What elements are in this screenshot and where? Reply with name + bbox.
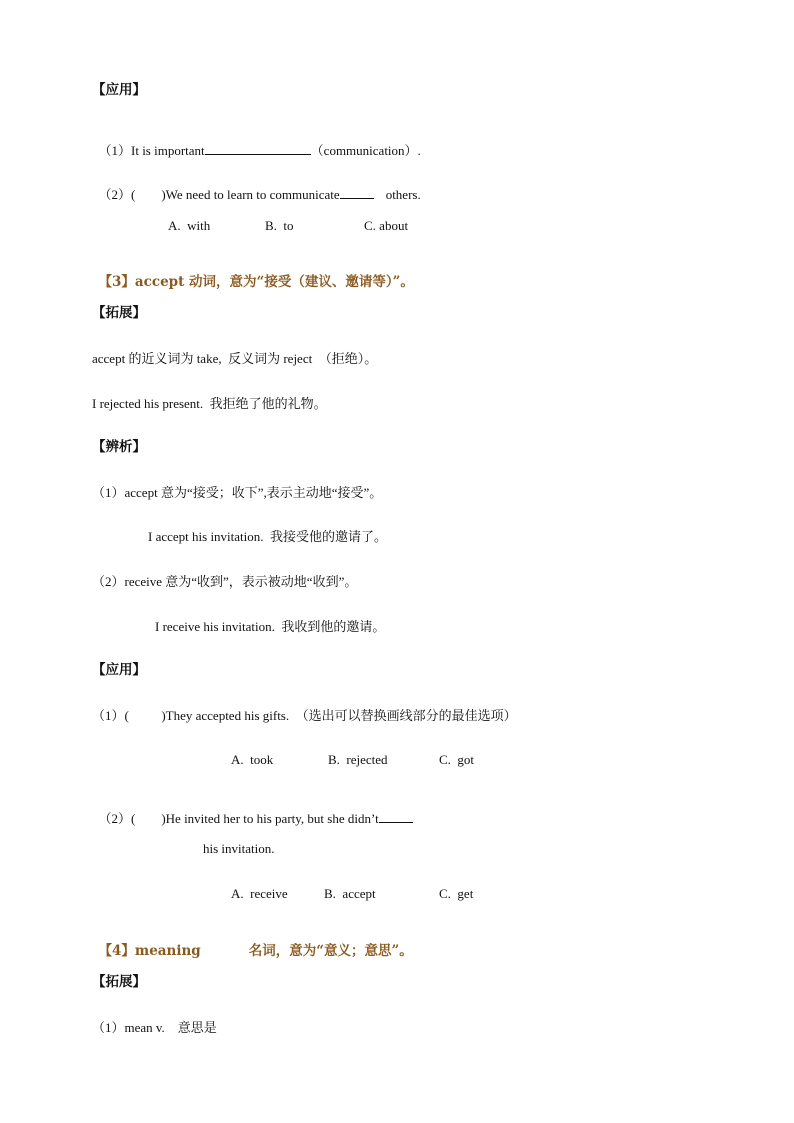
vocab-word: meaning	[134, 943, 201, 959]
exercise-2-line	[92, 174, 421, 201]
option-a: A. took	[231, 752, 274, 767]
option-c: C. get	[439, 886, 474, 901]
exercise-3-2-continuation: his invitation.	[203, 841, 275, 856]
vocab-definition: 名词，意为“意义；意思”。	[248, 943, 413, 959]
vocab-number: 【3】	[98, 274, 135, 290]
vocab-number: 【4】	[98, 943, 135, 959]
option-a: A. receive	[231, 886, 288, 901]
analysis-accept-example: I accept his invitation. 我接受他的邀请了。	[148, 529, 388, 544]
expand-heading-4: 【拓展】	[92, 974, 146, 990]
expand-synonym-line: accept 的近义词为 take, 反义词为 reject （拒绝）。	[92, 351, 378, 366]
answer-blank[interactable]	[205, 143, 311, 155]
exercise-2-tail: others.	[385, 187, 421, 202]
option-c: C. got	[439, 752, 475, 767]
vocab-heading-3	[92, 262, 414, 290]
analysis-accept: （1）accept 意为“接受；收下”,表示主动地“接受”。	[92, 485, 383, 500]
exercise-3-1: （1）( )They accepted his gifts. （选出可以替换画线部分的最佳选项）	[92, 708, 517, 723]
answer-blank[interactable]	[340, 187, 374, 199]
analysis-receive: （2）receive 意为“收到”，表示被动地“收到”。	[92, 574, 358, 589]
apply-heading-3: 【应用】	[92, 662, 146, 678]
option-b: B. rejected	[328, 752, 388, 767]
vocab-definition: 动词，意为“接受（建议、邀请等）”。	[184, 274, 414, 290]
exercise-1-line	[92, 130, 421, 157]
option-a: A. with	[168, 218, 211, 233]
analysis-receive-example: I receive his invitation. 我收到他的邀请。	[155, 619, 386, 634]
option-c: C. about	[364, 218, 409, 233]
option-b: B. accept	[324, 886, 376, 901]
exercise-2-text: （2）( )We need to learn to communicate	[98, 187, 340, 202]
expand-mean-line: （1）mean v. 意思是	[92, 1020, 217, 1035]
vocab-word: accept	[134, 274, 185, 290]
option-b: B. to	[265, 218, 294, 233]
exercise-3-2-text: （2）( )He invited her to his party, but she didn’t	[98, 811, 379, 826]
exercise-3-2	[92, 798, 413, 825]
answer-blank[interactable]	[379, 811, 413, 823]
vocab-heading-4	[92, 931, 413, 959]
apply-heading: 【应用】	[92, 82, 146, 98]
exercise-1-prefix: （1）It is important	[98, 143, 205, 158]
expand-example-line: I rejected his present. 我拒绝了他的礼物。	[92, 396, 327, 411]
analysis-heading: 【辨析】	[92, 439, 146, 455]
exercise-1-hint: （communication）.	[310, 143, 421, 158]
expand-heading: 【拓展】	[92, 305, 146, 321]
